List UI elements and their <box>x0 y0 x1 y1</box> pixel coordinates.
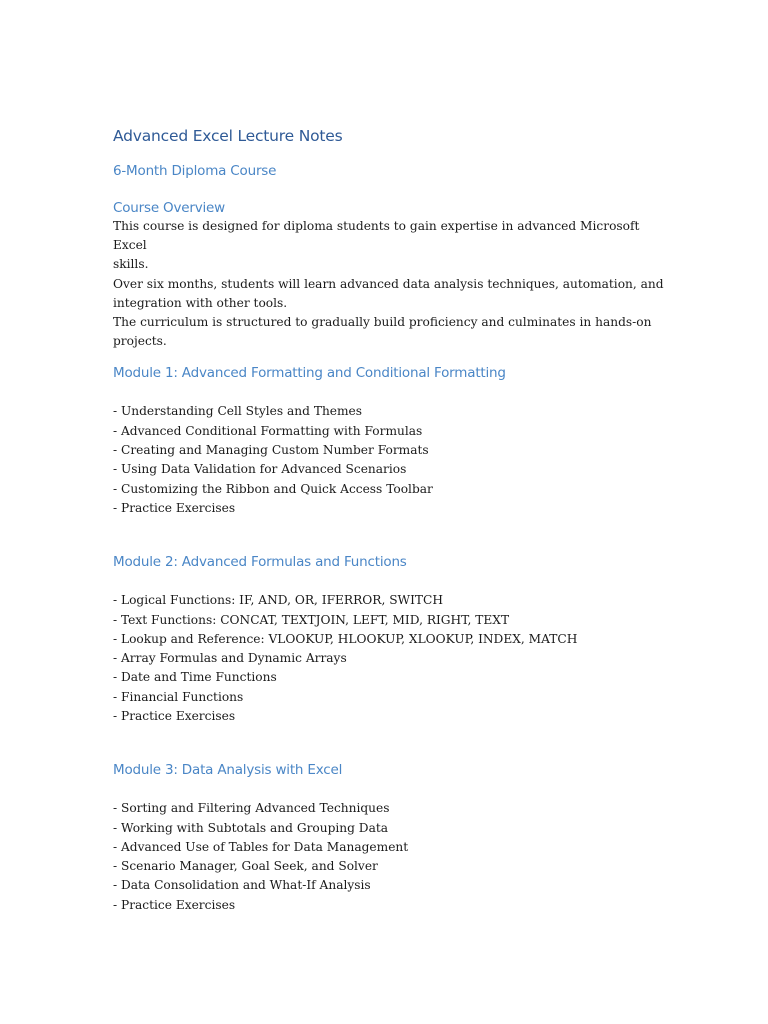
list-item: - Text Functions: CONCAT, TEXTJOIN, LEFT, MID, RIGHT, TEXT <box>113 612 510 627</box>
list-item: - Lookup and Reference: VLOOKUP, HLOOKUP, XLOOKUP, INDEX, MATCH <box>113 631 578 646</box>
list-item: - Creating and Managing Custom Number Formats <box>113 443 429 458</box>
list-item: - Advanced Use of Tables for Data Management <box>113 839 409 854</box>
overview-line: This course is designed for diploma students to gain expertise in advanced Microsoft Excel <box>113 219 640 253</box>
list-item: - Advanced Conditional Formatting with Formulas <box>113 423 423 438</box>
overview-heading: Course Overview <box>113 200 225 216</box>
list-item: - Financial Functions <box>113 689 244 704</box>
module-1-topic-list <box>113 402 673 518</box>
module-3-heading: Module 3: Data Analysis with Excel <box>113 762 343 779</box>
overview-line: integration with other tools. <box>113 295 288 310</box>
list-item: - Array Formulas and Dynamic Arrays <box>113 651 347 666</box>
list-item: - Understanding Cell Styles and Themes <box>113 404 363 419</box>
list-item: - Logical Functions: IF, AND, OR, IFERROR, SWITCH <box>113 593 443 608</box>
list-item: - Customizing the Ribbon and Quick Access Toolbar <box>113 481 433 496</box>
overview-paragraph <box>113 217 673 351</box>
overview-line: Over six months, students will learn advanced data analysis techniques, automation, and <box>113 276 664 291</box>
list-item: - Sorting and Filtering Advanced Techniques <box>113 801 390 816</box>
document-content <box>113 124 673 915</box>
document-title: Advanced Excel Lecture Notes <box>113 127 343 145</box>
overview-line: projects. <box>113 334 167 349</box>
overview-line: The curriculum is structured to gradually build proficiency and culminates in hands-on <box>113 315 652 330</box>
list-item: - Using Data Validation for Advanced Scenarios <box>113 462 407 477</box>
module-1-heading: Module 1: Advanced Formatting and Conditional Formatting <box>113 365 506 382</box>
list-item: - Working with Subtotals and Grouping Data <box>113 820 389 835</box>
list-item: - Date and Time Functions <box>113 670 277 685</box>
overview-line: skills. <box>113 257 149 272</box>
list-item: - Practice Exercises <box>113 897 236 912</box>
list-item: - Practice Exercises <box>113 500 236 515</box>
list-item: - Practice Exercises <box>113 708 236 723</box>
list-item: - Data Consolidation and What-If Analysis <box>113 878 371 893</box>
course-subtitle: 6-Month Diploma Course <box>113 163 277 179</box>
module-2-topic-list <box>113 591 673 726</box>
module-2-heading: Module 2: Advanced Formulas and Functions <box>113 554 407 571</box>
list-item: - Scenario Manager, Goal Seek, and Solver <box>113 859 378 874</box>
module-3-topic-list <box>113 799 673 915</box>
